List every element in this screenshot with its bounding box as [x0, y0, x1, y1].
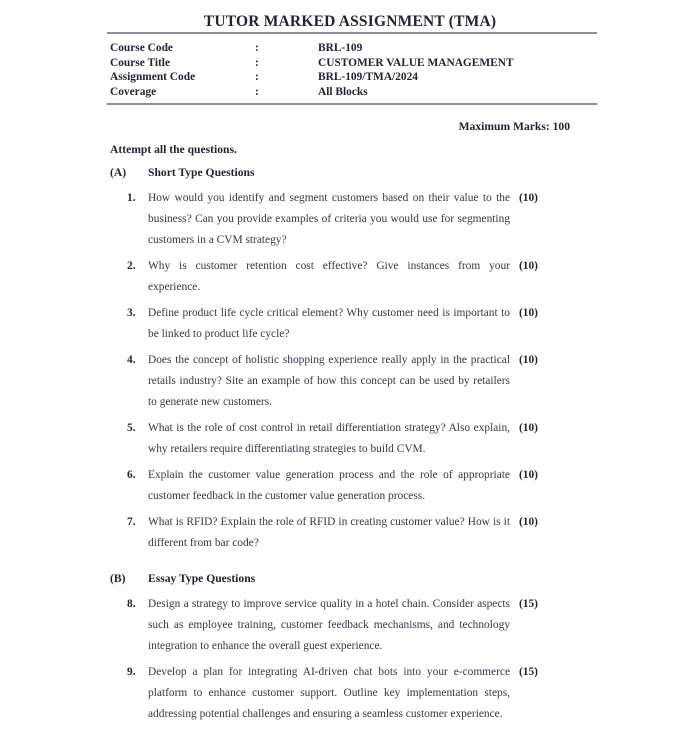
question-item [0, 662, 700, 725]
question-item [0, 188, 700, 251]
question-marks: (10) [519, 422, 538, 434]
course-info-row [110, 70, 600, 85]
header-rule-top [107, 32, 597, 34]
question-item [0, 418, 700, 460]
question-number: 9. [127, 666, 136, 678]
header-rule-bottom [107, 103, 597, 105]
question-list-b [0, 594, 700, 725]
question-text: Develop a plan for integrating AI-driven chat bots into your e-commerce platform to enhance customer support. Outline key implementation steps, addressing potential challenges and ensuring a seamless customer experience. [148, 666, 510, 720]
section-heading-b [0, 572, 700, 585]
course-info-colon: : [255, 42, 259, 54]
question-item [0, 465, 700, 507]
question-number: 5. [127, 422, 136, 434]
section-letter: (B) [110, 572, 126, 585]
question-item [0, 350, 700, 413]
section-spacer [0, 559, 700, 572]
question-number: 2. [127, 260, 136, 272]
question-number: 1. [127, 192, 136, 204]
section-heading-a [0, 166, 700, 179]
course-info-value: BRL-109 [318, 42, 363, 54]
course-info-row [110, 56, 600, 71]
question-marks: (10) [519, 192, 538, 204]
course-info-colon: : [255, 56, 259, 69]
question-marks: (15) [519, 598, 538, 610]
course-info-value: CUSTOMER VALUE MANAGEMENT [318, 56, 514, 69]
question-item [0, 303, 700, 345]
course-info-label: Assignment Code [110, 71, 196, 84]
question-marks: (10) [519, 516, 538, 528]
course-info-colon: : [255, 71, 259, 84]
course-info-row [110, 41, 600, 56]
course-info-block [110, 41, 600, 99]
question-number: 4. [127, 354, 136, 366]
section-label: Short Type Questions [148, 166, 255, 179]
question-text: Design a strategy to improve service quality in a hotel chain. Consider aspects such as employee training, customer feedback mechanisms, and technology integration to enhance the overall guest experience. [148, 598, 510, 652]
question-number: 3. [127, 307, 136, 319]
section-label: Essay Type Questions [148, 572, 256, 585]
question-marks: (10) [519, 469, 538, 481]
question-marks: (10) [519, 307, 538, 319]
section-letter: (A) [110, 166, 127, 179]
question-marks: (10) [519, 260, 538, 272]
course-info-value: All Blocks [318, 85, 368, 98]
question-item [0, 512, 700, 554]
course-info-row [110, 85, 600, 100]
course-info-label: Course Title [110, 56, 171, 69]
course-info-value: BRL-109/TMA/2024 [318, 71, 418, 84]
question-text: Define product life cycle critical element? Why customer need is important to be linked to product life cycle? [148, 307, 510, 340]
question-text: Does the concept of holistic shopping experience really apply in the practical retails industry? Site an example of how this concept can be used by retailers to generate new customers. [148, 354, 510, 408]
question-number: 8. [127, 598, 136, 610]
question-number: 7. [127, 516, 136, 528]
question-text: Why is customer retention cost effective? Give instances from your experience. [148, 260, 510, 293]
question-number: 6. [127, 469, 136, 481]
question-text: Explain the customer value generation process and the role of appropriate customer feedback in the customer value generation process. [148, 469, 510, 502]
page-title: TUTOR MARKED ASSIGNMENT (TMA) [203, 13, 497, 30]
course-info-label: Coverage [110, 85, 157, 98]
question-text: How would you identify and segment customers based on their value to the business? Can you provide examples of criteria you would use for segmenting customers in a CVM strategy? [148, 192, 510, 246]
question-text: What is the role of cost control in retail differentiation strategy? Also explain, why retailers require differentiating strategies to build CVM. [148, 422, 510, 455]
question-list-a [0, 188, 700, 554]
question-marks: (15) [519, 666, 538, 678]
questions-content [0, 166, 700, 730]
maximum-marks: Maximum Marks: 100 [458, 120, 570, 133]
course-info-label: Course Code [110, 42, 173, 54]
question-item [0, 594, 700, 657]
course-info-colon: : [255, 85, 259, 98]
question-text: What is RFID? Explain the role of RFID in creating customer value? How is it different from bar code? [148, 516, 510, 549]
question-marks: (10) [519, 354, 538, 366]
attempt-instruction: Attempt all the questions. [110, 143, 237, 156]
question-item [0, 256, 700, 298]
